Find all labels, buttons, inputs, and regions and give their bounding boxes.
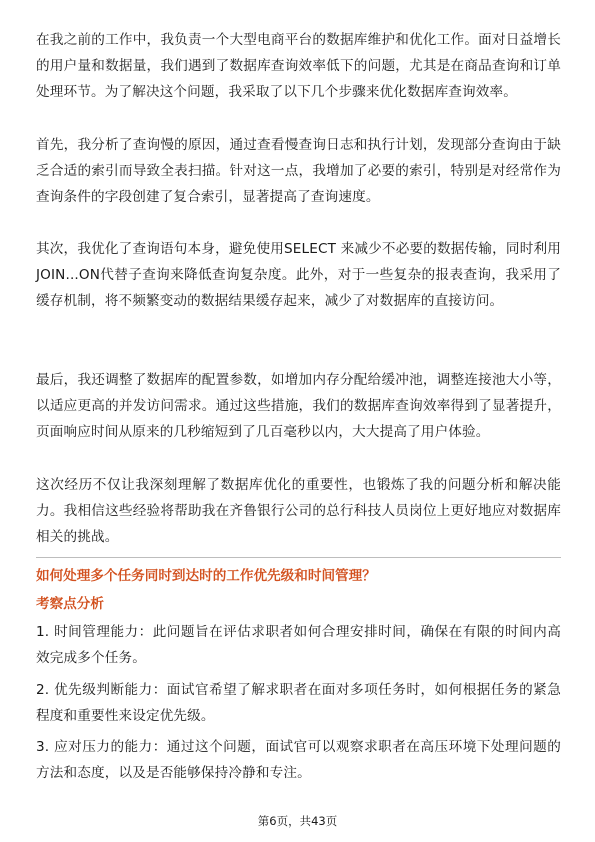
interview-question-heading: 如何处理多个任务同时到达时的工作优先级和时间管理？ [36, 568, 376, 584]
analysis-point-1: 1. 时间管理能力：此问题旨在评估求职者如何合理安排时间，确保在有限的时间内高效完成多个任务。 [36, 624, 561, 667]
answer-paragraph-1: 在我之前的工作中，我负责一个大型电商平台的数据库维护和优化工作。面对日益增长的用户量和数据量，我们遇到了数据库查询效率低下的问题，尤其是在商品查询和订单处理环节。为了解决这个问题，我采取了以下几个步骤来优化数据库查询效率。 [36, 32, 561, 101]
section-divider [36, 557, 561, 558]
analysis-section-title: 考察点分析 [36, 596, 104, 612]
analysis-point-2: 2. 优先级判断能力：面试官希望了解求职者在面对多项任务时，如何根据任务的紧急程度和重要性来设定优先级。 [36, 682, 561, 725]
answer-paragraph-4: 最后，我还调整了数据库的配置参数，如增加内存分配给缓冲池，调整连接池大小等，以适应更高的并发访问需求。通过这些措施，我们的数据库查询效率得到了显著提升，页面响应时间从原来的几秒缩短到了几百毫秒以内，大大提高了用户体验。 [36, 372, 561, 441]
answer-paragraph-2: 首先，我分析了查询慢的原因，通过查看慢查询日志和执行计划，发现部分查询由于缺乏合适的索引而导致全表扫描。针对这一点，我增加了必要的索引，特别是对经常作为查询条件的字段创建了复合索引，显著提高了查询速度。 [36, 137, 561, 206]
answer-paragraph-5: 这次经历不仅让我深刻理解了数据库优化的重要性，也锻炼了我的问题分析和解决能力。我相信这些经验将帮助我在齐鲁银行公司的总行科技人员岗位上更好地应对数据库相关的挑战。 [36, 477, 561, 546]
analysis-point-3: 3. 应对压力的能力：通过这个问题，面试官可以观察求职者在高压环境下处理问题的方法和态度，以及是否能够保持冷静和专注。 [36, 739, 561, 782]
page-number-footer: 第6页，共43页 [257, 814, 338, 828]
answer-paragraph-3: 其次，我优化了查询语句本身，避免使用SELECT 来减少不必要的数据传输，同时利用JOIN...ON代替子查询来降低查询复杂度。此外，对于一些复杂的报表查询，我采用了缓存机制，将不频繁变动的数据结果缓存起来，减少了对数据库的直接访问。 [36, 241, 561, 310]
